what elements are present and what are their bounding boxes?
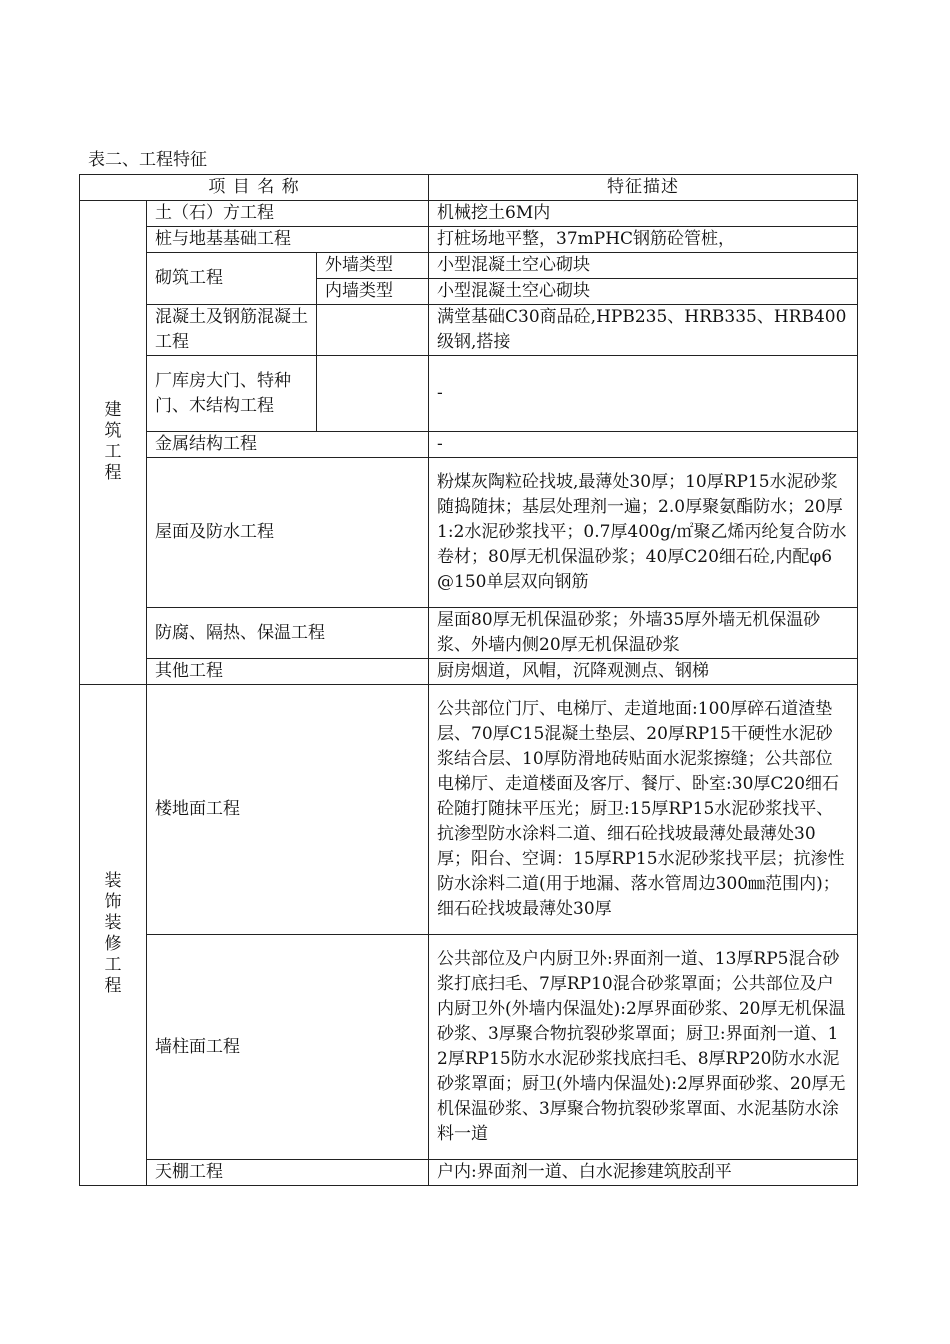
header-row — [80, 175, 858, 201]
row-description: 满堂基础C30商品砼,HPB235、HRB335、HRB400级钢,搭接 — [429, 305, 858, 356]
group-decoration: 装饰装修工程 — [80, 685, 147, 1186]
row-name: 防腐、隔热、保温工程 — [147, 608, 429, 659]
row-description: 厨房烟道，风帽，沉降观测点、钢梯 — [429, 659, 858, 685]
header-item-name: 项 目 名 称 — [80, 175, 429, 201]
row-description: 公共部位及户内厨卫外:界面剂一道、13厚RP5混合砂浆打底扫毛、7厚RP10混合砂浆罩面；公共部位及户内厨卫外(外墙内保温处):2厚界面砂浆、20厚无机保温砂浆、3厚聚合物抗裂砂浆罩面；厨卫:界面剂一道、12厚RP15防水水泥砂浆找底扫毛、8厚RP20防水水泥砂浆罩面；厨卫(外墙内保温处):2厚界面砂浆、20厚无机保温砂浆、3厚聚合物抗裂砂浆罩面、水泥基防水涂料一道 — [429, 935, 858, 1160]
row-name: 墙柱面工程 — [147, 935, 429, 1160]
table-row — [80, 935, 858, 1160]
table-row — [80, 227, 858, 253]
row-subtype — [317, 305, 429, 356]
row-description: 屋面80厚无机保温砂浆；外墙35厚外墙无机保温砂浆、外墙内侧20厚无机保温砂浆 — [429, 608, 858, 659]
table-caption: 表二、工程特征 — [88, 150, 207, 170]
row-description: - — [429, 356, 858, 432]
header-description: 特征描述 — [429, 175, 858, 201]
row-description: 机械挖土6M内 — [429, 201, 858, 227]
row-name: 砌筑工程 — [147, 253, 317, 305]
row-name: 金属结构工程 — [147, 432, 429, 458]
table-row — [80, 432, 858, 458]
row-description: 小型混凝土空心砌块 — [429, 279, 858, 305]
table-row — [80, 305, 858, 356]
table-row — [80, 685, 858, 935]
row-description: 公共部位门厅、电梯厅、走道地面:100厚碎石道渣垫层、70厚C15混凝土垫层、20厚RP15干硬性水泥砂浆结合层、10厚防滑地砖贴面水泥浆擦缝；公共部位电梯厅、走道楼面及客厅、餐厅、卧室:30厚C20细石砼随打随抹平压光；厨卫:15厚RP15水泥砂浆找平、抗渗型防水涂料二道、细石砼找坡最薄处最薄处30厚；阳台、空调：15厚RP15水泥砂浆找平层；抗渗性防水涂料二道(用于地漏、落水管周边300㎜范围内)；细石砼找坡最薄处30厚 — [429, 685, 858, 935]
row-name: 混凝土及钢筋混凝土工程 — [147, 305, 317, 356]
row-description: - — [429, 432, 858, 458]
row-description: 小型混凝土空心砌块 — [429, 253, 858, 279]
row-name: 天棚工程 — [147, 1160, 429, 1186]
table-row — [80, 201, 858, 227]
engineering-features-table — [79, 174, 858, 1186]
table-row — [80, 253, 858, 279]
row-subtype: 外墙类型 — [317, 253, 429, 279]
row-name: 其他工程 — [147, 659, 429, 685]
table-row — [80, 356, 858, 432]
row-name: 厂库房大门、特种门、木结构工程 — [147, 356, 317, 432]
row-subtype — [317, 356, 429, 432]
row-subtype: 内墙类型 — [317, 279, 429, 305]
row-name: 屋面及防水工程 — [147, 458, 429, 608]
table-row — [80, 659, 858, 685]
table-row — [80, 608, 858, 659]
group-construction: 建筑工程 — [80, 201, 147, 685]
row-description: 打桩场地平整，37mPHC钢筋砼管桩， — [429, 227, 858, 253]
row-description: 粉煤灰陶粒砼找坡,最薄处30厚；10厚RP15水泥砂浆随捣随抹；基层处理剂一遍；2.0厚聚氨酯防水；20厚1:2水泥砂浆找平；0.7厚400g/㎡聚乙烯丙纶复合防水卷材；80厚无机保温砂浆；40厚C20细石砼,内配φ6@150单层双向钢筋 — [429, 458, 858, 608]
table-row — [80, 1160, 858, 1186]
row-name: 桩与地基基础工程 — [147, 227, 429, 253]
row-name: 土（石）方工程 — [147, 201, 429, 227]
row-description: 户内:界面剂一道、白水泥掺建筑胶刮平 — [429, 1160, 858, 1186]
table-row — [80, 458, 858, 608]
row-name: 楼地面工程 — [147, 685, 429, 935]
